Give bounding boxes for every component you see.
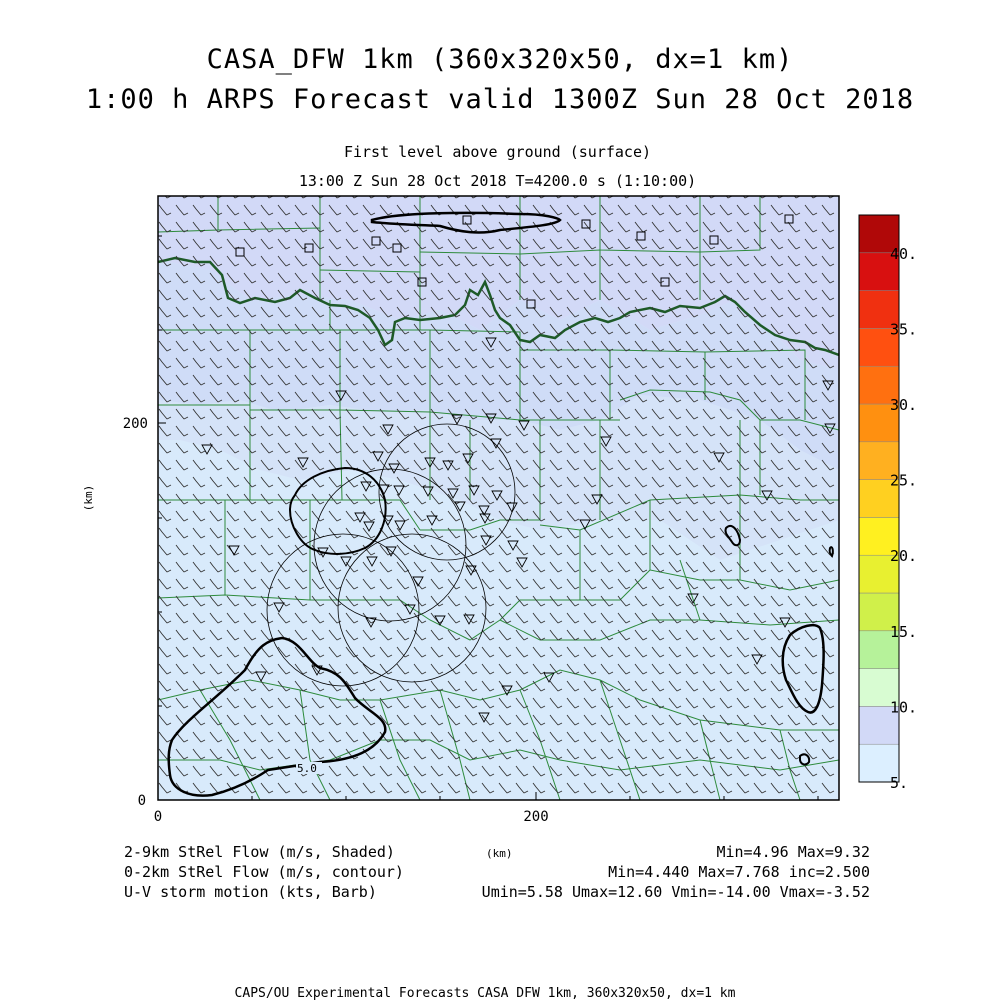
colorbar-label: 10. <box>890 698 918 717</box>
colorbar-label: 25. <box>890 471 918 490</box>
y-tick-0: 0 <box>137 793 146 809</box>
level-subtitle: First level above ground (surface) <box>343 143 652 161</box>
colorbar <box>859 215 917 792</box>
shaded-stats: Min=4.96 Max=9.32 <box>716 843 870 861</box>
y-axis-unit: (km) <box>82 484 95 512</box>
y-tick-200: 200 <box>122 416 148 432</box>
legend-shaded: 2-9km StRel Flow (m/s, Shaded) <box>124 843 395 861</box>
colorbar-label: 20. <box>890 547 918 566</box>
title-line-1: CASA_DFW 1km (360x320x50, dx=1 km) <box>206 44 794 75</box>
colorbar-label: 40. <box>890 244 918 263</box>
colorbar-label: 35. <box>890 320 918 339</box>
contour-stats: Min=4.440 Max=7.768 inc=2.500 <box>608 863 870 881</box>
footer-credit: CAPS/OU Experimental Forecasts CASA DFW 1km, 360x320x50, dx=1 km <box>234 986 736 1000</box>
title-line-2: 1:00 h ARPS Forecast valid 1300Z Sun 28 Oct 2018 <box>85 84 915 115</box>
x-tick-200: 200 <box>523 809 549 825</box>
colorbar-label: 5. <box>890 774 909 792</box>
colorbar-label: 15. <box>890 622 918 641</box>
legend-barb: U-V storm motion (kts, Barb) <box>124 883 377 901</box>
x-tick-0: 0 <box>153 809 163 825</box>
x-axis-unit: (km) <box>486 847 513 860</box>
valid-time-line: 13:00 Z Sun 28 Oct 2018 T=4200.0 s (1:10:00) <box>298 172 697 190</box>
colorbar-label: 30. <box>890 396 918 414</box>
legend-contour: 0-2km StRel Flow (m/s, contour) <box>124 863 404 881</box>
barb-stats: Umin=5.58 Umax=12.60 Vmin=-14.00 Vmax=-3.52 <box>481 883 870 901</box>
contour-label: 5.0 <box>297 762 317 775</box>
